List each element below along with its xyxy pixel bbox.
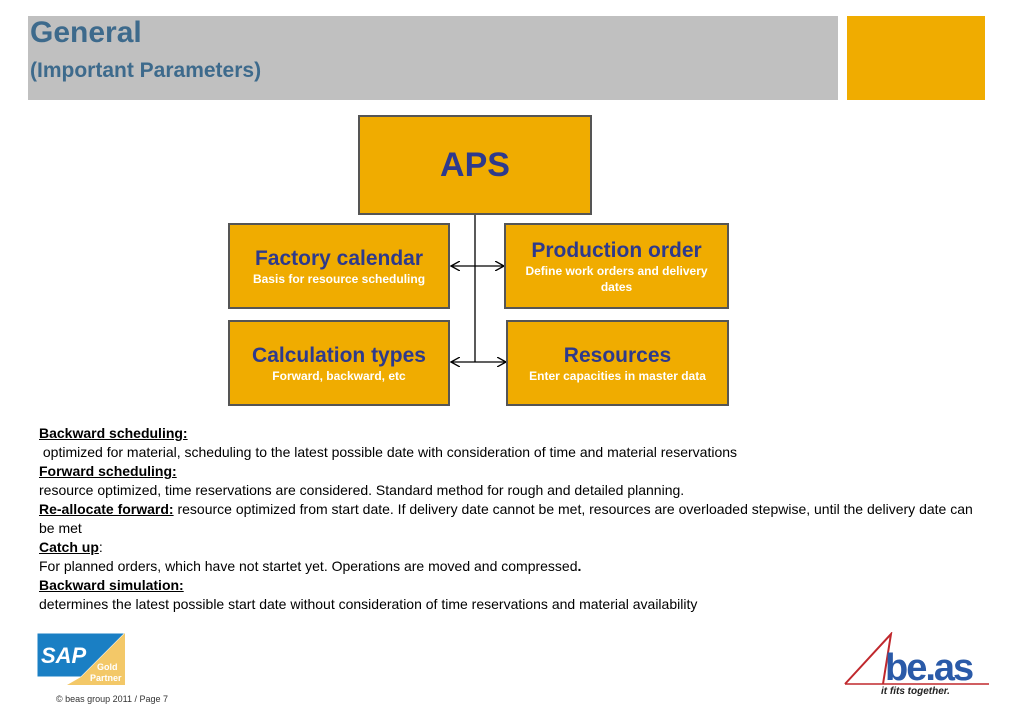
sap-badge-gold: Gold [97, 662, 118, 672]
production-order-box [504, 223, 729, 309]
scheduling-notes [39, 424, 989, 614]
aps-box [358, 115, 592, 215]
catch-up-period: . [577, 558, 582, 574]
beas-logo [843, 632, 991, 698]
calculation-types-box [228, 320, 450, 406]
resources-subtitle: Enter capacities in master data [529, 368, 706, 383]
calculation-types-subtitle: Forward, backward, etc [272, 368, 406, 383]
aps-label: APS [440, 145, 510, 184]
resources-box [506, 320, 729, 406]
reallocate-forward-text: resource optimized from start date. If delivery date cannot be met, resources are overloaded stepwise, until the delivery date can be met [39, 501, 973, 536]
sap-badge-partner: Partner [90, 673, 122, 683]
backward-scheduling-heading: Backward scheduling: [39, 425, 188, 441]
production-order-subtitle: Define work orders and delivery dates [525, 263, 708, 294]
forward-scheduling-text: resource optimized, time reservations are considered. Standard method for rough and detailed planning. [39, 482, 685, 498]
beas-text: be.as [885, 647, 973, 689]
beas-tagline: it fits together. [881, 686, 950, 697]
calculation-types-title: Calculation types [252, 343, 426, 367]
forward-scheduling-heading: Forward scheduling: [39, 463, 177, 479]
page-subtitle: (Important Parameters) [30, 59, 262, 82]
catch-up-colon: : [98, 539, 103, 555]
factory-calendar-subtitle: Basis for resource scheduling [252, 271, 426, 286]
page-title: General [30, 16, 142, 49]
backward-simulation-text: determines the latest possible start date without consideration of time reservations and material availability [39, 596, 698, 612]
factory-calendar-title: Factory calendar [254, 246, 424, 270]
footer-copyright: © beas group 2011 / Page 7 [56, 694, 169, 704]
backward-scheduling-text: optimized for material, scheduling to the latest possible date with consideration of time and material reservations [39, 444, 738, 460]
sap-text: SAP [41, 643, 87, 668]
resources-title: Resources [563, 343, 672, 367]
backward-simulation-heading: Backward simulation: [39, 577, 184, 593]
sap-gold-partner-logo [37, 633, 127, 689]
factory-calendar-box [228, 223, 450, 309]
catch-up-heading: Catch up [39, 539, 99, 555]
catch-up-text: For planned orders, which have not startet yet. Operations are moved and compressed [39, 558, 578, 574]
production-order-title: Production order [531, 238, 702, 262]
reallocate-forward-heading: Re-allocate forward: [39, 501, 174, 517]
